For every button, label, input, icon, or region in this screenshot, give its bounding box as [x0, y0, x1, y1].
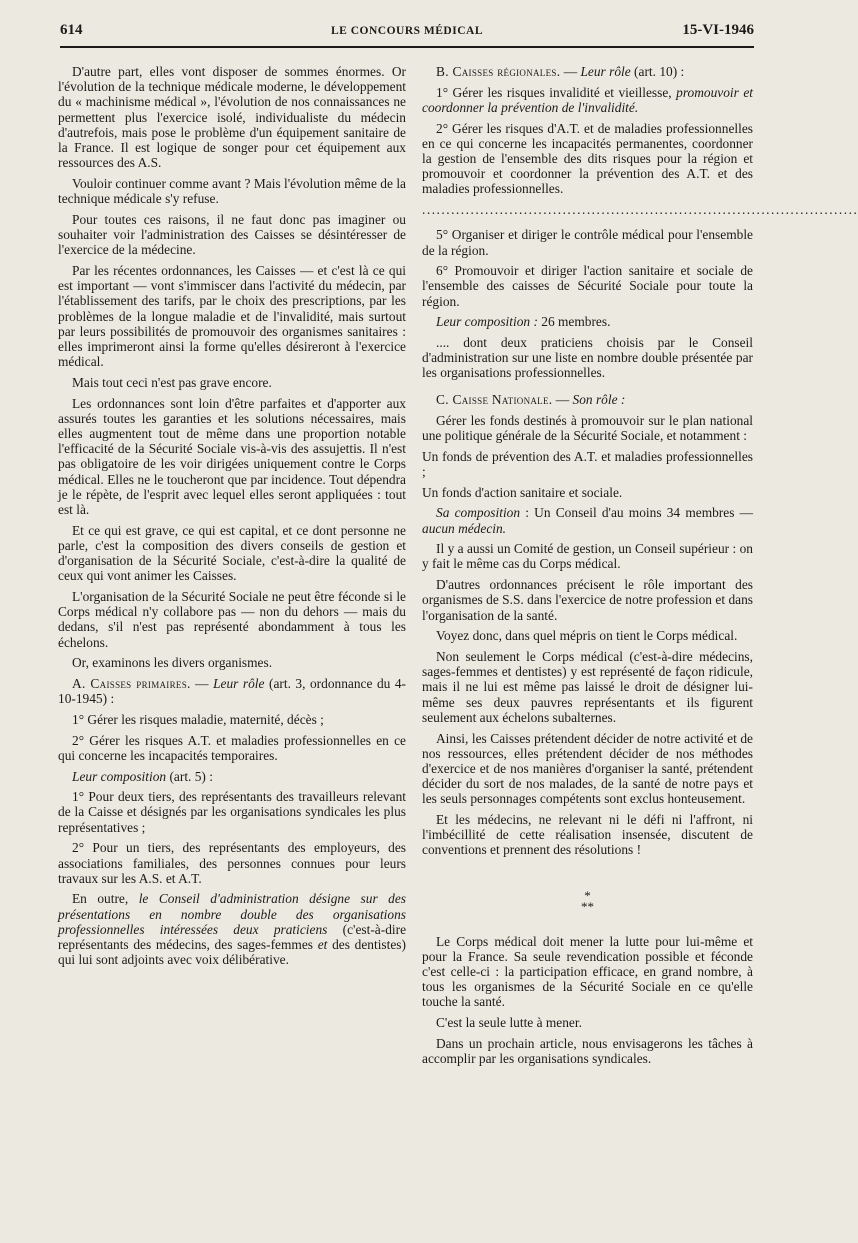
section-b-heading — [422, 64, 753, 79]
dash: — — [552, 392, 573, 408]
text-run: des dentistes) qui lui sont adjoints avec voix délibérative. — [58, 937, 406, 968]
right-column — [422, 64, 858, 1072]
left-column — [58, 64, 406, 973]
list-item: Un fonds d'action sanitaire et sociale. — [422, 484, 623, 500]
composition-label: Leur composition — [72, 768, 167, 784]
paragraph: Pour toutes ces raisons, il ne faut donc pas imaginer ou souhaiter voir l'administration des Caisses se désintéresser de l'exercice de la médecine. — [58, 211, 406, 258]
paragraph: Par les récentes ordonnances, les Caisses — et c'est là ce qui est important — vont s'immiscer dans l'activité du médecin, par l'établissement des tarifs, par le choix des prescriptions, par les problèmes de la longue maladie et de l'invalidité, mais surtout par leurs possibilités de promouvoir des organismes sanitaires : elles imprimeront ainsi la forme qu'elles désireront à l'exercice médical. — [58, 262, 406, 370]
paragraph: Vouloir continuer comme avant ? Mais l'évolution même de la technique médicale s'y refuse. — [58, 175, 406, 207]
paragraph: Le Corps médical doit mener la lutte pour lui-même et pour la France. Sa seule revendication possible et féconde c'est celle-ci : la participation efficace, en grand nombre, à tous les organismes de la Sécurité Sociale en ce qu'elle touche la santé. — [422, 933, 753, 1010]
composition-ref: (art. 5) : — [166, 768, 213, 784]
text-run: 1° Gérer les risques invalidité et vieillesse, — [436, 84, 677, 100]
asterism — [422, 887, 753, 914]
asterism-bottom: ** — [581, 898, 594, 914]
paragraph: Voyez donc, dans quel mépris on tient le Corps médical. — [436, 628, 738, 644]
list-item: 1° Gérer les risques maladie, maternité, décès ; — [72, 711, 324, 727]
list-item: 1° Pour deux tiers, des représentants des travailleurs relevant de la Caisse et désignés par les organisations syndicales les plus représentatives ; — [58, 789, 406, 835]
list-item: 5° Organiser et diriger le contrôle médical pour l'ensemble de la région. — [422, 227, 753, 258]
section-b-label: B. Caisses régionales. — [436, 64, 561, 79]
paragraph: C'est la seule lutte à mener. — [436, 1015, 582, 1031]
paragraph: Il y a aussi un Comité de gestion, un Conseil supérieur : on y fait le même cas du Corps médical. — [422, 541, 753, 572]
list-item: 2° Pour un tiers, des représentants des employeurs, des associations familiales, des personnes connues pour leurs travaux sur les A.S. et A.T. — [58, 840, 406, 886]
paragraph: Mais tout ceci n'est pas grave encore. — [72, 374, 272, 390]
composition-value: 26 membres. — [537, 314, 611, 330]
list-item: 6° Promouvoir et diriger l'action sanitaire et sociale de l'ensemble des caisses de Sécurité Sociale pour toute la région. — [422, 263, 753, 309]
list-item — [422, 85, 753, 115]
section-a-label: A. Caisses primaires. — [72, 676, 191, 692]
composition-heading — [58, 769, 406, 784]
section-b-role: Leur rôle — [580, 64, 631, 79]
paragraph: Et les médecins, ne relevant ni le défi ni l'affront, ni l'imbécillité de cette réalisation insensée, discutent de conventions et prennent des résolutions ! — [422, 812, 753, 858]
section-c-role: Son rôle : — [572, 392, 626, 408]
dash: — — [190, 676, 214, 692]
list-item: 2° Gérer les risques A.T. et maladies professionnelles en ce qui concerne les incapacités temporaires. — [58, 732, 406, 763]
ellipsis-divider: .......................................................................................... — [422, 202, 858, 218]
issue-date: 15-VI-1946 — [682, 22, 754, 38]
journal-title: LE CONCOURS MÉDICAL — [331, 25, 483, 37]
text-run: : Un Conseil d'au moins 34 membres — — [520, 505, 754, 521]
section-a-ref: (art. 3, ordonnance du 4-10-1945) : — [58, 676, 407, 707]
text-run: En outre, — [72, 891, 139, 907]
page-number: 614 — [60, 22, 83, 38]
asterism-top: * — [584, 887, 591, 903]
italic-run: aucun médecin. — [422, 520, 507, 536]
text-run: (c'est-à-dire représentants des médecins, des sages-femmes — [58, 921, 407, 953]
paragraph: Non seulement le Corps médical (c'est-à-dire médecins, sages-femmes et dentistes) y est représenté de façon ridicule, mais il ne lui est même pas laissé le droit de désigner lui-même ses deux pauvres représentants et ils figurent seulement aux échelons subalternes. — [422, 649, 753, 725]
paragraph: Dans un prochain article, nous envisagerons les tâches à accomplir par les organisations syndicales. — [422, 1035, 753, 1067]
section-a-role: Leur rôle — [213, 676, 265, 692]
list-item: 2° Gérer les risques d'A.T. et de maladies professionnelles en ce qui concerne les incapacités permanentes, coordonner la gestion de l'ensemble des dits risques pour la région et promouvoir et coordonner la prévention des A.T. et des maladies professionnelles. — [422, 120, 753, 197]
paragraph: Et ce qui est grave, ce qui est capital, et ce dont personne ne parle, c'est la composition des divers conseils de gestion et d'organisation de la Sécurité Sociale, c'est-à-dire la qualité de ceux qui vont animer les Caisses. — [58, 522, 406, 584]
composition-label: Sa composition — [436, 505, 521, 521]
italic-run: le Conseil d'administration désigne sur des présentations en nombre double des organisations professionnelles intéressées deux praticiens — [58, 891, 406, 937]
paragraph: D'autres ordonnances précisent le rôle important des organismes de S.S. dans l'exercice de notre profession et dans l'organisation de la santé. — [422, 577, 753, 623]
paragraph: Les ordonnances sont loin d'être parfaites et d'apporter aux assurés toutes les garanties et les solutions nécessaires, mais elles augmentent tout de même dans une proportion notable l'efficacité de la Sécurité Sociale vis-à-vis des assujettis. Il n'est pas obligatoire de les voir dirigées uniquement contre le Corps médical. Elles ne le toucheront que par incidence. Tout dépendra je le répète, de l'esprit avec lequel elles seront appliquées : tout est là. — [58, 395, 406, 517]
composition-heading — [422, 314, 753, 329]
paragraph: Ainsi, les Caisses prétendent décider de notre activité et de nos ressources, elles prétendent décider de nos méthodes d'exercice et de nos manières d'organiser la santé, prétendent décider du sort de nos malades, de la santé de notre pays et les seuls personnages compétents sont exclus honteusement. — [422, 730, 753, 807]
running-header — [60, 20, 754, 48]
paragraph: Gérer les fonds destinés à promouvoir sur le plan national une politique générale de la Sécurité Sociale, et notamment : — [422, 412, 753, 444]
composition-heading — [422, 505, 753, 535]
dash: — — [560, 64, 581, 79]
section-c-label: C. Caisse Nationale. — [436, 392, 553, 408]
paragraph: .... dont deux praticiens choisis par le Conseil d'administration sur une liste en nombre double présentée par les organisations professionnelles. — [422, 335, 753, 381]
paragraph: L'organisation de la Sécurité Sociale ne peut être féconde si le Corps médical n'y collabore pas — non du dehors — mais du dedans, s'il n'est pas représenté abondamment à tous les échelons. — [58, 589, 406, 650]
italic-run: et — [317, 937, 328, 953]
paragraph: D'autre part, elles vont disposer de sommes énormes. Or l'évolution de la technique médicale moderne, le développement du « machinisme médical », l'évolution de nos connaissances ne permettent plus l'exercice isolé, individualiste du médecin d'autrefois, mais pose le problème d'un équipement sanitaire de la France. Il est logique de songer pour cet équipement aux ressources des A.S. — [58, 64, 406, 171]
paragraph — [58, 891, 406, 967]
section-c-heading — [422, 392, 753, 407]
section-b-ref: (art. 10) : — [630, 64, 685, 79]
italic-run: promouvoir et coordonner la prévention de l'invalidité. — [422, 84, 754, 115]
composition-label: Leur composition : — [436, 314, 538, 330]
list-item: Un fonds de prévention des A.T. et maladies professionnelles ; — [422, 448, 753, 479]
paragraph: Or, examinons les divers organismes. — [72, 655, 273, 671]
section-a-heading — [58, 676, 406, 706]
